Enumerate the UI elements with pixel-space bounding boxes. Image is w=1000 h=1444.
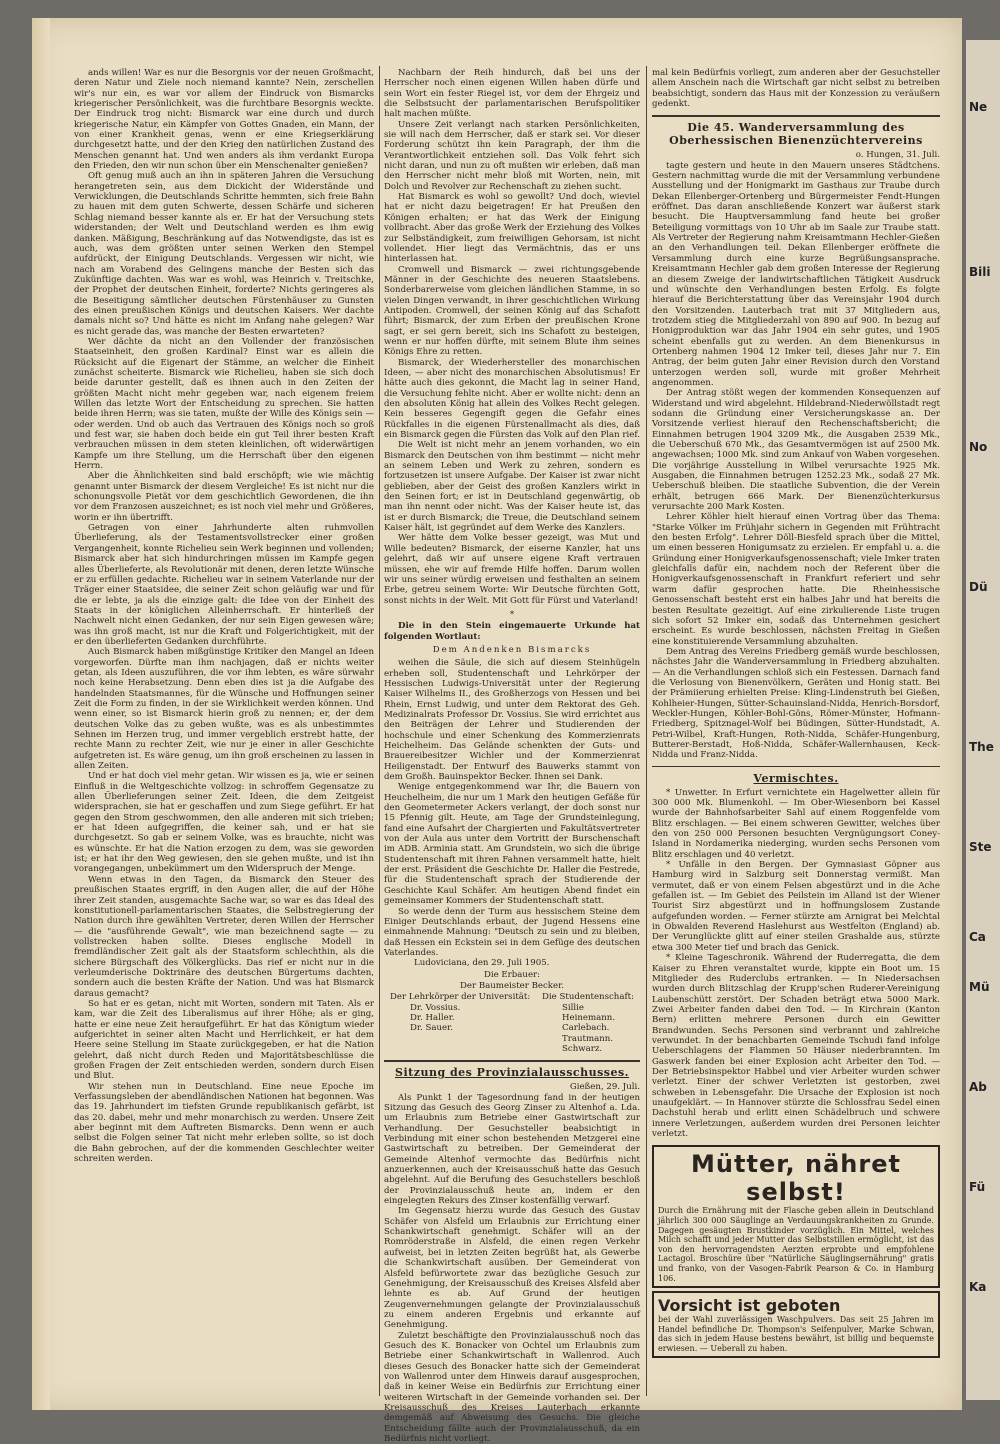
ad-text: Durch die Ernährung mit der Flasche geben allein in Deutschland jährlich 300 000 Säuglinge an Verdauungskrankheiten zu Grunde. Dagegen gesäugten Brustkinder vorzüglich. Ein Mittel, welches Milch schafft und jeder Mutter das Selbststillen ermöglicht, ist das von den hervorragendsten Aerzten erprobte und empfohlene Lactagol. Broschüre über "Natürliche Säuglingsernährung" gratis und franko, von der Vasogen-Fabrik Pearson & Co. in Hamburg 106. — [658, 1206, 934, 1283]
edge-fragment: Mü — [969, 980, 990, 994]
signature-right-label: Die Studentenschaft: — [542, 992, 634, 1003]
paragraph: Die Welt ist nicht mehr an jenem vorhanden, wo ein Bismarck den Deutschen von ihm bestimmt — nicht mehr an seinem Leben und Werk zu zehren, sondern es fortzusetzen ist unsere Aufgabe. Der Kaiser ist zwar nicht geblieben, aber der Geist des großen Kanzlers wirkt in den Seinen fort; er ist in Deutschland gegenwärtig, ob man ihn nennt oder nicht. Was der Kaiser heute ist, das ist er durch Bismarck; die Treue, die Deutschland seinem Kaiser hält, ist gegründet auf dem Werke des Kanzlers. — [384, 440, 640, 534]
paragraph: Wer dächte da nicht an den Vollender der französischen Staatseinheit, den großen Kardinal? Einst war es allein die Rücksicht auf die Eigenart der Stämme, an welcher die Einheit zunächst scheiterte. Bismarck wie Richelieu, haben sie sich doch beide darunter gestellt, daß es ihnen auch in den Zeiten der größten Macht nicht mehr gegeben war, nach eigenem freiem Willen das letzte Wort der Entscheidung zu sprechen. Sie hatten beide ihren Herrn; was sie taten, mußte der Wille des Königs sein — oder werden. Und ob auch das Vertrauen des Königs noch so groß und fest war, sie haben doch beide ein gut Teil ihrer besten Kraft verbrauchen müssen in dem steten kleinlichen, oft widerwärtigen Kampfe um ihre Stellung, um die Herrschaft über den eigenen Herrn. — [74, 336, 374, 472]
paragraph: Aber die Ähnlichkeiten sind bald erschöpft; wie wie mächtig genannt unter Bismarck der diesem Vergleiche! Es ist nicht nur die schonungsvolle Pietät vor dem geschichtlich Gewordenen, die ihn vor dem Franzosen auszeichnet; es ist noch viel mehr und Größeres, worin er ihn übertrifft. — [74, 471, 374, 523]
newspaper-page — [32, 18, 962, 1444]
edge-fragment: Ne — [969, 100, 988, 114]
paragraph: mal kein Bedürfnis vorliegt, zum anderen aber der Gesuchsteller allem Anschein nach die Wirtschaft gar nicht selbst zu betreiben beabsichtigt, sondern das Haus mit der Konzession zu veräußern gedenkt. — [652, 68, 940, 110]
urkunde-heading: Dem Andenken Bismarcks — [432, 644, 592, 655]
ad-title: Mütter, nähret selbst! — [691, 1150, 901, 1207]
section-heading-bienenzuechter: Die 45. Wanderversammlung des Oberhessischen Bienenzüchtervereins — [669, 121, 923, 148]
section-divider — [652, 766, 940, 767]
edge-fragment: Ste — [969, 840, 992, 854]
paragraph: * Kleine Tageschronik. Während der Ruderregatta, die dem Kaiser zu Ehren veranstaltet wurde, kippte ein Boot um. 15 Mitglieder des Ruderclubs ertranken. — In Niedersachsen wurden durch Blitzschlag der Krupp'schen Ruderer-Vereinigung Laubenschütt zerstört. Der Schaden beträgt etwa 5000 Mark. Zwei Arbeiter fanden dabei den Tod. — In Kirchrain (Kanton Bern) erlitten mehrere Personen durch ein Gewitter Brandwunden. Sechs Personen sind verbrannt und zahlreiche verwundet. In der benachbarten Gemeinde Tschudi fand infolge Ueberschlagens der Flammen 50 Häuser niederbrannten. Im Gaswerk fanden bei einer Explosion acht Arbeiter den Tod. — Der Betriebsinspektor Habbel und vier Arbeiter wurden schwer verletzt. Einer der schwer Verletzten ist gestorben, zwei schweben in Lebensgefahr. Die Ursache der Explosion ist noch unaufgeklärt. — In Hannover stürzte die Schlossfrau Sedel einen Dachstuhl herab und erlitt einen Schädelbruch und schwere innere Verletzungen, außerdem wurden drei Personen leichter verletzt. — [652, 953, 940, 1139]
paragraph: Getragen von einer Jahrhunderte alten ruhmvollen Überlieferung, als der Testamentsvollstrecker einer großen Vergangenheit, konnte Richelieu sein Werk beginnen und vollenden; Bismarck aber hat sich hindurchringen müssen im Kampfe gegen alles Überlieferte, als Revolutionär mit denen, deren letzte Wünsche er zu erfüllen gedachte. Richelieu war in seinem Vaterlande nur der Träger einer Staatsidee, die seiner Zeit schon geläufig war und für die er lebte, ja als die einzige galt: die Idee von der Einheit des Staats in der königlichen Alleinherrschaft. Er hinterließ der Nachwelt nicht einen Gedanken, der nur sein Eigen gewesen wäre; was ihn groß macht, ist nur die Kraft und Folgerichtigkeit, mit der er den überlieferten Gedanken durchführte. — [74, 523, 374, 647]
paragraph: * Unfälle in den Bergen. Der Gymnasiast Göpner aus Hamburg wird in Salzburg seit Donnerstag vermißt. Man vermutet, daß er von einem Felsen abgestürzt und in die Ache gefallen ist. — Im Gebiet des Peilstein im Alland ist der Wiener Tourist Sirz abgestürzt und in hoffnungslosem Zustande aufgefunden worden. — Ferner stürzte am Arnigrat bei Melchtal in Obwalden Reverend Haslehurst aus Westfelton (England) ab. Der Verunglückte glitt auf einer steilen Grashalde aus, stürzte etwa 300 Meter tief und brach das Genick. — [652, 860, 940, 953]
paragraph: Wenn etwas in den Tagen, da Bismarck den Steuer des preußischen Staates ergriff, in den Augen aller, die auf der Höhe ihrer Zeit standen, ausgemachte Sache war, so war es das Ideal des konstitutionell-parlamentarischen Staates, die Selbstregierung der Nation durch ihre gewählten Vertreter, deren Willen der Herrscher — die "ausführende Gewalt", wie man bezeichnend sagte — zu vollstrecken haben sollte. Dieses englische Modell in fremdländischer Zeit galt als der Staatsform schlechthin, als die sichere Bürgschaft des Völkerglücks. Das rief er nicht nur in die verleumderische Doktrinäre des deutschen Bürgertums dachten, sondern auch die besten Kräfte der Nation. Und was hat Bismarck daraus gemacht? — [74, 874, 374, 999]
signature-erbauer-label: Die Erbauer: — [483, 969, 541, 980]
paragraph: So werde denn der Turm aus hessischem Steine dem Einiger Deutschlands erbaut, der Jugend Hessens eine einmahnende Mahnung: "Deutsch zu sein und zu bleiben, daß Hessen ein Eckstein sei in dem Gefüge des deutschen Vaterlandes. — [384, 906, 640, 958]
signature-name: Heinemann. — [562, 1012, 616, 1023]
paragraph: Unsere Zeit verlangt nach starken Persönlichkeiten, sie will nach dem Herrscher, daß er stark sei. Vor dieser Forderung schützt ihn kein Paragraph, der ihm die Verantwortlichkeit entziehen soll. Das Volk fehrt sich nicht daran, und nun zu oft mußten wir erleben, daß man den Herrscher nicht mehr bloß mit Worten, nein, mit Dolch und Revolver zur Rechenschaft zu ziehen sucht. — [384, 119, 640, 192]
advertisement-lactagol — [652, 1145, 940, 1288]
dateline: Gießen, 29. Juli. — [569, 1082, 640, 1093]
adjacent-page-edge — [966, 40, 1000, 1400]
paragraph: * Unwetter. In Erfurt vernichtete ein Hagelwetter allein für 300 000 Mk. Blumenkohl. — Im Ober-Wiesenborn bei Kassel wurde der Bahnhofsarbeiter Sahl auf einem Roggenfelde vom Blitz erschlagen. — Bei einem schweren Gewitter, welches über den von 250 000 Personen besuchten Vergnügungsort Coney-Island in Nordamerika niederging, wurden sechs Personen vom Blitz erschlagen und 40 verletzt. — [652, 787, 940, 860]
paragraph: So hat er es getan, nicht mit Worten, sondern mit Taten. Als er kam, war die Zeit des Liberalismus auf ihrer Höhe; als er ging, hatte er eine neue Zeit heraufgeführt. Er hat das Königtum wieder aufgerichtet in seiner alten Macht und Herrlichkeit, er hat dem Heere seine Stellung im Staate zurückgegeben, er hat die Nation gelehrt, daß nicht durch Reden und Majoritätsbeschlüsse die großen Fragen der Zeit entschieden werden, sondern durch Eisen und Blut. — [74, 998, 374, 1082]
signature-name: Trautmann. — [562, 1033, 614, 1044]
paragraph: weihen die Säule, die sich auf diesem Steinhügeln erheben soll, Studentenschaft und Lehrkörper der Hessischen Ludwigs-Universität unter der Regierung Kaiser Wilhelms II., des Großherzogs von Hessen und bei Rhein, Ernst Ludwig, und unter dem Rektorat des Geh. Medizinalrats Professor Dr. Vossius. Sie wird errichtet aus den Beiträgen der Lehrer und Studierenden der hochschule und einer Schenkung des Kommerzienrats Heichelheim. Das Gelände schenkten der Guts- und Brauereibesitzer Wichler und der Kommerzienrat Heiligenstadt. Der Entwurf des Bauwerks stammt von dem Großh. Bauinspektor Becker. Ihnen sei Dank. — [384, 658, 640, 783]
paragraph: Hat Bismarck es wohl so gewollt? Und doch, wieviel hat er nicht dazu beigetragen! Er hat Preußen den Königen erhalten; er hat das Werk der Einigung vollbracht. Aber das große Werk der Erziehung des Volkes zur Selbständigkeit, zum freiwilligen Gehorsam, ist nicht vollendet. Hier liegt das Vermächtnis, das er uns hinterlassen hat. — [384, 192, 640, 265]
paragraph: Auch Bismarck haben mißgünstige Kritiker den Mangel an Ideen vorgeworfen. Dürfte man ihm nachjagen, daß er nichts weiter getan, als Ideen auszuführen, die vor ihm lebten, es wäre sürwahr noch keine Herabsetzung. Denn eben dies ist ja die Aufgabe des handelnden Staatsmannes, für die Wünsche und Hoffnungen seiner Zeit die Form zu finden, in der sie Wirklichkeit werden können. Und wenn einer, so ist Bismarck hierin groß zu nennen; er, der dem deutschen Volke das zu geben wußte, was es als unbestimmtes Sehnen im Herzen trug, und immer vergeblich erstrebt hatte, der rechte Mann zu rechter Zeit, wie nur je einer in aller Geschichte aufgetreten ist. Es wäre genug, um ihn groß erscheinen zu lassen in allen Zeiten. — [74, 647, 374, 772]
urkunde-place: Ludoviciana, den 29. Juli 1905. — [414, 958, 550, 969]
signature-name: Dr. Haller. — [410, 1012, 455, 1023]
paragraph: Der Antrag stößt wegen der kommenden Konsequenzen auf Widerstand und wird abgelehnt. Hildebrand-Niederwöllstadt regt sodann die Gründung einer Versicherungskasse an. Der Vorsitzende verliest hierauf den Rechenschaftsbericht; die Einnahmen betrugen 1904 3209 Mk., die Ausgaben 2539 Mk., die Ueberschuß 670 Mk., das Gesamtvermögen ist auf 2500 Mk. angewachsen; 1000 Mk. sind zum Ankauf von Waben vorgesehen. Die vorjährige Ausstellung in Wilbel verursachte 1925 Mk. Ausgaben, die Einnahmen betrugen 1252.23 Mk., sodaß 27 Mk. Ueberschuß bleiben. Die staatliche Subvention, die der Verein erhält, betrugen 666 Mark. Der Bienenzüchterkursus verursachte 200 Mark Kosten. — [652, 388, 940, 513]
edge-fragment: Bili — [969, 265, 991, 279]
paragraph: tagte gestern und heute in den Mauern unseres Städtchens. Gestern nachmittag wurde die mit der Versammlung verbundene Ausstellung und der Honigmarkt im Gasthaus zur Traube durch Dekan Ellenberger-Ortenberg und Bürgermeister Fendt-Hungen eröffnet. Das daran anschließende Konzert war äußerst stark besucht. Die Hauptversammlung fand heute bei großer Beteiligung vormittags von 10 Uhr ab im Saale zur Traube statt. Als Vertreter der Regierung nahm Kreisamtmann Hechler-Gießen an den Verhandlungen teil. Dekan Ellenberger eröffnete die Versammlung durch eine kurze Begrüßungsansprache. Kreisamtmann Hechler gab dem großen Interesse der Regierung an diesem Zweige der landwirtschaftlichen Tätigkeit Ausdruck und wünschte den Verhandlungen besten Erfolg. Es folgte hierauf die Berichterstattung über das Vereinsjahr 1904 durch den Vorsitzenden. Lauterbach trat mit 37 Mitgliedern aus, trotzdem stieg die Mitgliederzahl von 890 auf 900. In bezug auf Honigproduktion war das Jahr 1904 ein sehr gutes, und 1905 scheint ebenfalls gut zu werden. An dem Bienenkursus in Ortenberg nahmen 1904 12 Imker teil, dieses Jahr nur 7. Ein Antrag, der beim guten Jahr einer Revision durch den Vorstand unterzogen werden soll, wurde mit großer Mehrheit angenommen. — [652, 160, 940, 388]
edge-fragment: Ka — [969, 1280, 987, 1294]
advertisement-seifenpulver — [652, 1291, 940, 1358]
paragraph: Lehrer Köhler hielt hierauf einen Vortrag über das Thema: "Starke Völker im Frühjahr sichern in Gegenden mit Frühtracht den besten Erfolg". Lehrer Döll-Biesfeld sprach über die Mittel, um einen besseren Honigumsatz zu erzielen. Er empfahl u. a. die Gründung einer Honigverkaufsgenossenschaft; viele Imker traten gleichfalls dafür ein, nachdem noch der Referent über die Honigverkaufsgenossenschaft in Frankfurt referiert und sehr warm dafür gesprochen hatte. Die Rheinhessische Genossenschaft besteht erst ein halbes Jahr und hat bereits die besten Resultate gezeitigt. Auf eine zirkulierende Liste trugen sich sofort 52 Imker ein, sodaß das Unternehmen gesichert erscheint. Es wurde beschlossen, nächsten Freitag in Gießen eine konstituierende Versammlung abzuhalten. — [652, 512, 940, 647]
dateline: o. Hungen, 31. Juli. — [855, 150, 940, 161]
signature-baumeister: Der Baumeister Becker. — [460, 980, 564, 991]
edge-fragment: Dü — [969, 580, 988, 594]
edge-fragment: The — [969, 740, 994, 754]
urkunde-intro: Die in den Stein eingemauerte Urkunde hat folgenden Wortlaut: — [384, 621, 640, 642]
paragraph: Cromwell und Bismarck — zwei richtungsgebende Männer in der Geschichte des neueren Staatslebens. Sonderbarerweise vom gleichen ländlichen Stamme, in so vielen Dingen verwandt, in ihrer geschichtlichen Wirkung Antipoden. Cromwell, der seinen König auf das Schafott führt; Bismarck, der zum Erben der preußischen Krone sagt, er sei gern bereit, sich ins Schafott zu besteigen, wenn er nur hoffen dürfte, mit seinem Blute ihm seines Königs Ehre zu retten. — [384, 264, 640, 358]
paragraph: Nachbarn der Reih hindurch, daß bei uns der Herrscher noch einen eigenen Willen haben dürfe und sein Wort ein fester Riegel ist, vor dem der Ehrgeiz und die Selbstsucht der parlamentarischen Berufspolitiker halt machen müßte. — [384, 68, 640, 120]
paragraph: Und er hat doch viel mehr getan. Wir wissen es ja, wie er seinen Einfluß in die Weltgeschichte vollzog: in schroffem Gegensatze zu allen Überlieferungen seiner Zeit. Ideen, die dem Zeitgeist widersprachen, sie hat er geschaffen und zum Siege geführt. Er hat gegen den Strom geschwommen, den alle anderen mit sich trieben; er hat Ideen aufgegriffen, die keiner sah, und er hat sie durchgesetzt. So gab er seinem Volke, was es brauchte, nicht was es wünschte. Er hat die Nation erzogen zu dem, was sie geworden ist; er hat ihr den Weg gewiesen, den sie gehen mußte, und ist ihn vorangegangen, unbekümmert um den Widerspruch der Menge. — [74, 771, 374, 875]
signature-name: Sillie — [562, 1002, 585, 1013]
paragraph: ands willen! War es nur die Besorgnis vor der neuen Großmacht, deren Natur und Ziele noch niemand kannte? Nein, zerschellen wir's nur ein, es war vor allem der Eindruck von Bismarcks kriegerischer Persönlichkeit, was die furchtbare Besorgnis weckte. Der Eindruck trog nicht: Bismarck war eine durch und durch kriegerische Natur, ein Kämpfer von Gottes Gnaden, ein Mann, der von einer Krankheit genas, wenn er eine Kriegserklärung durchgesetzt hatte, und der den Krieg den natürlichen Zustand des Menschen genannt hat. Und wen anders als ihm verdankt Europa den Frieden, den wir nun schon über ein Menschenalter genießen? — [74, 68, 374, 172]
section-divider — [384, 1060, 640, 1062]
signature-name: Schwarz. — [562, 1043, 603, 1054]
section-divider — [652, 115, 940, 117]
signature-block — [390, 992, 634, 1054]
signature-name: Dr. Vossius. — [410, 1002, 461, 1013]
paragraph: Im Gegensatz hierzu wurde das Gesuch des Gustav Schäfer von Alsfeld um Erlaubnis zur Errichtung einer Schankwirtschaft genehmigt. Schäfer will an der Romröderstraße in Alsfeld, die einen regen Verkehr aufweist, bei in letzten Zeiten begrüßt hat, als Gewerbe die Schankwirtschaft ausüben. Der Gemeinderat von Alsfeld befürwortete zwar das bezügliche Gesuch zur Genehmigung, der Kreisausschuß des Kreises Alsfeld aber lehnte es ab. Auf Grund der heutigen Zeugenvernehmungen gelangte der Provinzialausschuß zu einem anderen Ergebnis und erkannte auf Genehmigung. — [384, 1206, 640, 1331]
column-2: Nachbarn der Reih hindurch, daß bei uns der Herrscher noch einen eigenen Willen haben dürfe und sein Wort ein fester Riegel ist, vor dem der Ehrgeiz und die Selbstsucht der parlamentarischen Berufspolitiker halt machen müßte. Unsere Zeit verlangt nach starken Persönlichkeiten, sie will nach dem Herrscher, daß er stark sei. Vor dieser Forderung schützt ihn kein Paragraph, der ihm die Verantwortlichkeit entziehen soll. Das Volk fehrt sich nicht daran, und nun zu oft mußten wir erleben, daß man den Herrscher nicht mehr bloß mit Worten, nein, mit Dolch und Revolver zur Rechenschaft zu ziehen sucht. Hat Bismarck es wohl so gewollt? Und doch, wieviel hat er nicht dazu beigetragen! Er hat Preußen den Königen erhalten; er hat das Werk der Einigung vollbracht. Aber das große Werk der Erziehung des Volkes zur Selbständigkeit, zum freiwilligen Gehorsam, ist nicht vollendet. Hier liegt das Vermächtnis, das er uns hinterlassen hat. Cromwell und Bismarck — zwei richtungsgebende Männer in der Geschichte des neueren Staatslebens. Sonderbarerweise vom gleichen ländlichen Stamme, in so vielen Dingen verwandt, in ihrer geschichtlichen Wirkung Antipoden. Cromwell, der seinen König auf das Schafott führt; Bismarck, der zum Erben der preußischen Krone sagt, er sei gern bereit, sich ins Schafott zu besteigen, wenn er nur hoffen dürfte, mit seinem Blute ihm seines Königs Ehre zu retten. Bismarck, der Wiederhersteller des monarchischen Ideen, — aber nicht des monarchischen Absolutismus! Er hätte auch dies gekonnt, die Macht lag in seiner Hand, die Versuchung fehlte nicht. Aber er wollte nicht: denn an den absoluten König hat allein des Volkes Recht gelegen. Kein besseres Gegengift gegen die Gefahr eines Rückfalles in die eigenen Fürstenallmacht als dies, daß ein Bismarck gegen die Fürsten das Volk auf den Plan rief. Die Welt ist nicht mehr an jenem vorhanden, wo ein Bismarck den Deutschen von ihm bestimmt — nicht mehr an seinem Leben und Werk zu zehren, sondern es fortzusetzen ist unsere Aufgabe. Der Kaiser ist zwar nicht geblieben, aber der Geist des großen Kanzlers wirkt in den Seinen fort; er ist in Deutschland gegenwärtig, ob man ihn nennt oder nicht. Was der Kaiser heute ist, das ist er durch Bismarck; die Treue, die Deutschland seinem Kaiser hält, ist gegründet auf dem Werke des Kanzlers. Wer hätte dem Volke besser gezeigt, was Mut und Wille bedeuten? Bismarck, der eiserne Kanzler, hat uns gelehrt, daß wir auf unsere eigene Kraft vertrauen müssen, ehe wir auf fremde Hilfe hoffen. Darum wollen wir uns seiner würdig erweisen und festhalten an seinem Erbe, getreu seinem Worte: Wir Deutsche fürchten Gott, sonst nichts in der Welt. Mit Gott für Fürst und Vaterland! * Die in den Stein eingemauerte Urkunde hat folgenden Wortlaut: Dem Andenken Bismarcks weihen die Säule, die sich auf diesem Steinhügeln erheben soll, Studentenschaft und Lehrkörper der Hessischen Ludwigs-Universität unter der Regierung Kaiser Wilhelms II., des Großherzogs von Hessen und bei Rhein, Ernst Ludwig, und unter dem Rektorat des Geh. Medizinalrats Professor Dr. Vossius. Sie wird errichtet aus den Beiträgen der Lehrer und Studierenden der hochschule und einer Schenkung des Kommerzienrats Heichelheim. Das Gelände schenkten der Guts- und Brauereibesitzer Wichler und der Kommerzienrat Heiligenstadt. Der Entwurf des Bauwerks stammt von dem Großh. Bauinspektor Becker. Ihnen sei Dank. Wenige entgegenkommend war Ihr, die Bauern von Heuchelheim, die nur um 1 Mark den heutigen Gefäße für den Geometermeter Ackers verlangt, der doch sonst nur 15 Pfennig gilt. Heute, am Tage der Grundsteinlegung, fand eine Aufsahrt der Chargierten und Fakultätsvertreter von der Aula aus unter dem Vortritt der Burschenschaft im ADB. Arminia statt. Am Grundstein, wo sich die übrige Studentenschaft mit ihren Fahnen versammelt hatte, hielt der erst. Präsident die Geschichte Dr. Haller die Festrede, für die Studentenschaft sprach der Studierende der Geschichte Kaul Schäfer. Am heutigen Abend findet ein gemeinsamer Kommers der Studentenschaft statt. So werde denn der Turm aus hessischem Steine dem Einiger Deutschlands erbaut, der Jugend Hessens eine einmahnende Mahnung: "Deutsch zu sein und zu bleiben, daß Hessen ein Eckstein sei in dem Gefüge des deutschen Vaterlandes. Ludoviciana, den 29. Juli 1905. Die Erbauer: Der Baumeister Becker. Der Lehrkörper der Universität: Dr. Vossius. Dr. Haller. Dr. Sauer. Die Studentenschaft: Sillie Heinemann. Carlebach. Trautmann. Schwarz. Sitzung des Provinzialausschusses. Gießen, 29. Juli. Als Punkt 1 der Tagesordnung fand in der heutigen Sitzung das Gesuch des Georg Zinser zu Altenhof a. Lda. um Erlaubnis zum Betriebe einer Gastwirtschaft zur Verhandlung. Der Gesuchsteller beabsichtigt in Verbindung mit einer schon bestehenden Metzgerei eine Gastwirtschaft zu betreiben. Der Gemeinderat der Gemeinde Altenhof vermochte das Bedürfnis nicht anzuerkennen, auch der Kreisausschuß hatte das Gesuch abgelehnt. Auf die Berufung des Gesuchstellers beschloß der Provinzialausschuß heute an, indem er den eingelegten Rekurs des Zinser kostenfällig verwarf. Im Gegensatz hierzu wurde das Gesuch des Gustav Schäfer von Alsfeld um Erlaubnis zur Errichtung einer Schankwirtschaft genehmigt. Schäfer will an der Romröderstraße in Alsfeld, die einen regen Verkehr aufweist, bei in letzten Zeiten begrüßt hat, als Gewerbe die Schankwirtschaft ausüben. Der Gemeinderat von Alsfeld befürwortete zwar das bezügliche Gesuch zur Genehmigung, der Kreisausschuß des Kreises Alsfeld aber lehnte es ab. Auf Grund der heutigen Zeugenvernehmungen gelangte der Provinzialausschuß zu einem anderen Ergebnis und erkannte auf Genehmigung. Zuletzt beschäftigte den Provinzialausschuß noch das Gesuch des K. Bonacker von Ochtel um Erlaubnis zum Betriebe einer Schankwirtschaft in Wallenrod. Auch dieses Gesuch des Bonacker hatte sich der Gemeinderat von Wallenrod unter dem Hinweis darauf ausgesprochen, daß in keiner Weise ein Bedürfnis zur Errichtung einer weiteren Wirtschaft in der Gemeinde vorhanden sei. Der Kreisausschuß des Kreises Lauterbach erkannte demgemäß auf Abweisung des Gesuchs. Die gleiche Entscheidung fällte auch der Provinzialausschuß, da ein Bedürfnis nicht vorliegt. — [384, 68, 640, 1444]
paragraph: Als Punkt 1 der Tagesordnung fand in der heutigen Sitzung das Gesuch des Georg Zinser zu Altenhof a. Lda. um Erlaubnis zum Betriebe einer Gastwirtschaft zur Verhandlung. Der Gesuchsteller beabsichtigt in Verbindung mit einer schon bestehenden Metzgerei eine Gastwirtschaft zu betreiben. Der Gemeinderat der Gemeinde Altenhof vermochte das Bedürfnis nicht anzuerkennen, auch der Kreisausschuß hatte das Gesuch abgelehnt. Auf die Berufung des Gesuchstellers beschloß der Provinzialausschuß heute an, indem er den eingelegten Rekurs des Zinser kostenfällig verwarf. — [384, 1092, 640, 1207]
paragraph: Dem Antrag des Vereins Friedberg gemäß wurde beschlossen, nächstes Jahr die Wanderversammlung in Friedberg abzuhalten. — An die Verhandlungen schloß sich ein Festessen. Darnach fand die Verlosung von Bienenvölkern, Geräten und Honig statt. Bei der Prämiierung erhielten Preise: Kling-Lindenstruth bei Gießen, Kohlheier-Hungen, Sütter-Schauinsland-Nidda, Henrich-Borsdorf, Weckler-Hungen, Köhler-Bohl-Göns, Römer-Münster, Hofmann-Friedberg, Spitznagel-Wolf bei Büdingen, Sütter-Hundstadt, A. Petri-Wilbel, Kraft-Hungen, Roth-Nidda, Schäfer-Hungenburg, Butterer-Berstadt, Hoß-Nidda, Schäfer-Wallernhausen, Keck-Nidda und Franz-Nidda. — [652, 646, 940, 761]
paragraph: Wer hätte dem Volke besser gezeigt, was Mut und Wille bedeuten? Bismarck, der eiserne Kanzler, hat uns gelehrt, daß wir auf unsere eigene Kraft vertrauen müssen, ehe wir auf fremde Hilfe hoffen. Darum wollen wir uns seiner würdig erweisen und festhalten an seinem Erbe, getreu seinem Worte: Wir Deutsche fürchten Gott, sonst nichts in der Welt. Mit Gott für Fürst und Vaterland! — [384, 533, 640, 606]
edge-fragment: Fü — [969, 1180, 986, 1194]
edge-fragment: Ca — [969, 930, 986, 944]
paragraph: Wenige entgegenkommend war Ihr, die Bauern von Heuchelheim, die nur um 1 Mark den heutigen Gefäße für den Geometermeter Ackers verlangt, der doch sonst nur 15 Pfennig gilt. Heute, am Tage der Grundsteinlegung, fand eine Aufsahrt der Chargierten und Fakultätsvertreter von der Aula aus unter dem Vortritt der Burschenschaft im ADB. Arminia statt. Am Grundstein, wo sich die übrige Studentenschaft mit ihren Fahnen versammelt hatte, hielt der erst. Präsident die Geschichte Dr. Haller die Festrede, für die Studentenschaft sprach der Studierende der Geschichte Kaul Schäfer. Am heutigen Abend findet ein gemeinsamer Kommers der Studentenschaft statt. — [384, 782, 640, 907]
signature-left-label: Der Lehrkörper der Universität: — [390, 992, 531, 1003]
edge-fragment: No — [969, 440, 988, 454]
ad-text: bei der Wahl zuverlässigen Waschpulvers. Das seit 25 Jahren im Handel befindliche Dr. Thompson's Seifenpulver, Marke Schwan, das sich in jedem Hause bestens bewährt, ist billig und bequemste erwiesen. — Ueberall zu haben. — [658, 1315, 934, 1353]
signature-name: Carlebach. — [562, 1023, 610, 1034]
column-1 — [74, 68, 374, 1398]
paragraph: Wir stehen nun in Deutschland. Eine neue Epoche im Verfassungsleben der abendländischen Nationen hat begonnen. Was das 19. Jahrhundert im tiefsten Grunde republikanisch gefärbt, ist das 20. dabei, mehr und mehr monarchisch zu werden. Unsere Zeit aber beginnt mit dem Auftreten Bismarcks. Denn wenn er auch selbst die Folgen seiner Tat nicht mehr erleben sollte, so ist doch die Bahn gebrochen, auf der die kommenden Geschlechter weiter schreiten werden. — [74, 1081, 374, 1165]
edge-fragment: Ab — [969, 1080, 987, 1094]
paragraph: Bismarck, der Wiederhersteller des monarchischen Ideen, — aber nicht des monarchischen Absolutismus! Er hätte auch dies gekonnt, die Macht lag in seiner Hand, die Versuchung fehlte nicht. Aber er wollte nicht: denn an den absoluten König hat allein des Volkes Recht gelegen. Kein besseres Gegengift gegen die Gefahr eines Rückfalles in die eigenen Fürstenallmacht als dies, daß ein Bismarck gegen die Fürsten das Volk auf den Plan rief. — [384, 357, 640, 441]
paragraph: Zuletzt beschäftigte den Provinzialausschuß noch das Gesuch des K. Bonacker von Ochtel um Erlaubnis zum Betriebe einer Schankwirtschaft in Wallenrod. Auch dieses Gesuch des Bonacker hatte sich der Gemeinderat von Wallenrod unter dem Hinweis darauf ausgesprochen, daß in keiner Weise ein Bedürfnis zur Errichtung einer weiteren Wirtschaft in der Gemeinde vorhanden sei. Der Kreisausschuß des Kreises Lauterbach erkannte demgemäß auf Abweisung des Gesuchs. Die gleiche Entscheidung fällte auch der Provinzialausschuß, da ein Bedürfnis nicht vorliegt. — [384, 1330, 640, 1444]
paragraph: Oft genug muß auch an ihn in späteren Jahren die Versuchung herangetreten sein, aus dem Dickicht der Widerstände und Verwicklungen, die Deutschlands Schritte hemmten, sich freie Bahn zu hauen mit dem guten Schwerte, dessen Schärfe und sicheren Schlag niemand besser kannte als er. Er hat der Versuchung stets widerstanden; der Welt und Deutschland werden es ihm ewig danken. Mäßigung, Beschränkung auf das Notwendigste, das ist es auch, was dem größten unter seinen Werken den Stempel aufdrückt, der Einigung Deutschlands. Vergessen wir nicht, wie nach am Vorabend des Gelingens manche der Besten sich das Zukünftige dachten. Was war es wohl, was Heinrich v. Treitschke, der Prophet der deutschen Einheit, forderte? Nichts geringeres als die Beseitigung sämtlicher deutschen Fürstenhäuser zu Gunsten des einen preußischen Königs und deutschen Kaisers. Wer dachte damals nicht so? Und hätte es nicht im Anfang nahe gelegen? War es nicht gerade das, was manche der Besten erwarteten? — [74, 171, 374, 337]
ad-title: Vorsicht ist geboten — [658, 1296, 841, 1316]
section-heading-vermischtes: Vermischtes. — [753, 771, 839, 785]
signature-name: Dr. Sauer. — [410, 1023, 454, 1034]
column-3 — [652, 68, 940, 1398]
section-heading-provinzialausschuss: Sitzung des Provinzialausschusses. — [395, 1066, 629, 1080]
column-rule-1 — [379, 66, 380, 1396]
column-rule-2 — [646, 66, 647, 1396]
page-fold-shadow — [32, 18, 50, 1410]
